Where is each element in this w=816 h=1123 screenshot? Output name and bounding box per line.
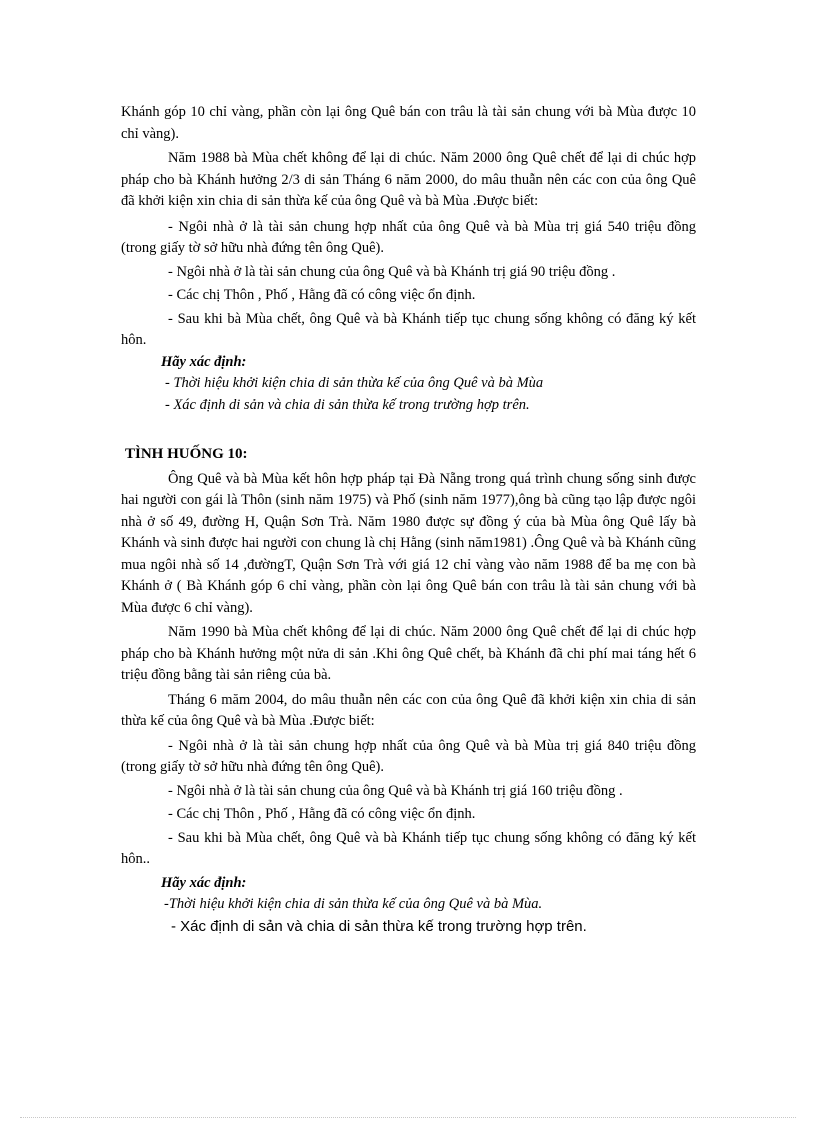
fact-item: - Ngôi nhà ở là tài sản chung của ông Quê và bà Khánh trị giá 90 triệu đồng . [168,263,616,280]
question-item: -Thời hiệu khởi kiện chia di sản thừa kế của ông Quê và bà Mùa. [164,896,543,912]
section-continued [121,102,696,416]
task-label: Hãy xác định: [161,874,247,891]
fact-item: - Ngôi nhà ở là tài sản chung hợp nhất của ông Quê và bà Mùa trị giá 540 triệu đồng (trong giấy tờ sở hữu nhà đứng tên ông Quê). [121,218,696,256]
fact-item: - Sau khi bà Mùa chết, ông Quê và bà Khánh tiếp tục chung sống không có đăng ký kết hôn.. [121,829,696,867]
paragraph-lawsuit: Tháng 6 măm 2004, do mâu thuẫn nên các con của ông Quê đã khởi kiện xin chia di sản thừa kế của ông Quê và bà Mùa .Được biết: [121,691,696,729]
case-intro-paragraph: Ông Quê và bà Mùa kết hôn hợp pháp tại Đà Nẵng trong quá trình chung sống sinh được hai người con gái là Thôn (sinh năm 1975) và Phố (sinh năm 1977),ông bà cũng tạo lập được ngôi nhà ở số 49, đường H, Quận Sơn Trà. Năm 1980 được sự đồng ý của bà Mùa ông Quê lấy bà Khánh và sinh được hai người con chung là chị Hằng (sinh năm1981) .Ông Quê và bà Khánh cũng mua ngôi nhà số 14 ,đườngT, Quận Sơn Trà với giá 12 chỉ vàng vào năm 1988 để ba mẹ con bà Khánh ở ( Bà Khánh góp 6 chỉ vàng, phần còn lại ông Quê bán con trâu là tài sản chung với bà Mùa được 6 chỉ vàng). [121,470,696,616]
task-label: Hãy xác định: [161,353,247,370]
fact-item: - Ngôi nhà ở là tài sản chung của ông Quê và bà Khánh trị giá 160 triệu đồng . [168,782,623,799]
continuation-paragraph: Khánh góp 10 chỉ vàng, phần còn lại ông Quê bán con trâu là tài sản chung với bà Mùa được 10 chỉ vàng). [121,104,696,142]
case-heading: TÌNH HUỐNG 10: [125,446,248,462]
fact-item: - Ngôi nhà ở là tài sản chung hợp nhất của ông Quê và bà Mùa trị giá 840 triệu đồng (trong giấy tờ sở hữu nhà đứng tên ông Quê). [121,737,696,775]
fact-item: - Các chị Thôn , Phố , Hằng đã có công việc ổn định. [168,287,476,303]
question-item: - Xác định di sản và chia di sản thừa kế trong trường hợp trên. [165,396,530,413]
fact-item: - Sau khi bà Mùa chết, ông Quê và bà Khánh tiếp tục chung sống không có đăng ký kết hôn. [121,310,696,348]
fact-item: - Các chị Thôn , Phố , Hằng đã có công việc ổn định. [168,806,476,822]
section-case-10 [121,444,696,937]
paragraph-death-and-will: Năm 1990 bà Mùa chết không để lại di chúc. Năm 2000 ông Quê chết để lại di chúc hợp pháp cho bà Khánh hưởng một nửa di sản .Khi ông Quê chết, bà Khánh đã chi phí mai táng hết 6 triệu đồng bằng tài sản riêng của bà. [121,624,696,683]
question-item: - Xác định di sản và chia di sản thừa kế trong trường hợp trên. [171,917,587,935]
question-item: - Thời hiệu khởi kiện chia di sản thừa kế của ông Quê và bà Mùa [165,375,544,391]
page-bottom-divider [20,1117,796,1118]
paragraph-death-and-will: Năm 1988 bà Mùa chết không để lại di chúc. Năm 2000 ông Quê chết để lại di chúc hợp pháp cho bà Khánh hưởng 2/3 di sản Tháng 6 năm 2000, do mâu thuẫn nên các con của ông Quê đã khởi kiện xin chia di sản thừa kế của ông Quê và bà Mùa .Được biết: [121,150,696,209]
